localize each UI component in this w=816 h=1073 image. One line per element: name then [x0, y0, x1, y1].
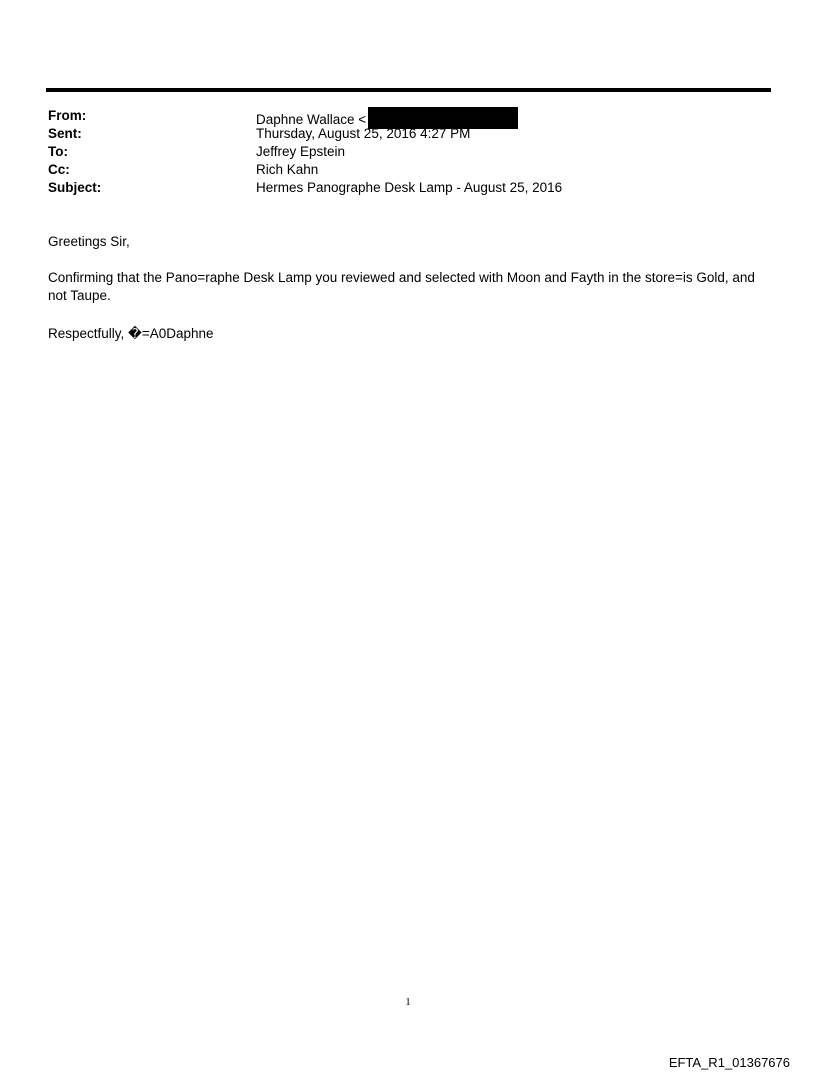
to-label: To:: [48, 144, 68, 159]
document-id: EFTA_R1_01367676: [668, 1055, 790, 1070]
from-sender: Daphne Wallace <: [256, 112, 367, 127]
body-paragraph: Confirming that the Pano=raphe Desk Lamp you reviewed and selected with Moon and Fayth in the store=is Gold, and not Taupe.: [48, 270, 755, 303]
header-divider: [46, 88, 771, 92]
cc-value: Rich Kahn: [256, 162, 319, 177]
sent-label: Sent:: [48, 126, 82, 141]
sent-value: Thursday, August 25, 2016 4:27 PM: [256, 126, 471, 141]
greeting: Greetings Sir,: [48, 234, 130, 249]
to-value: Jeffrey Epstein: [256, 144, 346, 159]
closing: Respectfully, �=A0Daphne: [48, 326, 214, 341]
page-number: 1: [405, 996, 411, 1008]
cc-label: Cc:: [48, 162, 70, 177]
subject-value: Hermes Panographe Desk Lamp - August 25, 2016: [256, 180, 563, 195]
subject-label: Subject:: [48, 180, 102, 195]
from-label: From:: [48, 108, 87, 123]
